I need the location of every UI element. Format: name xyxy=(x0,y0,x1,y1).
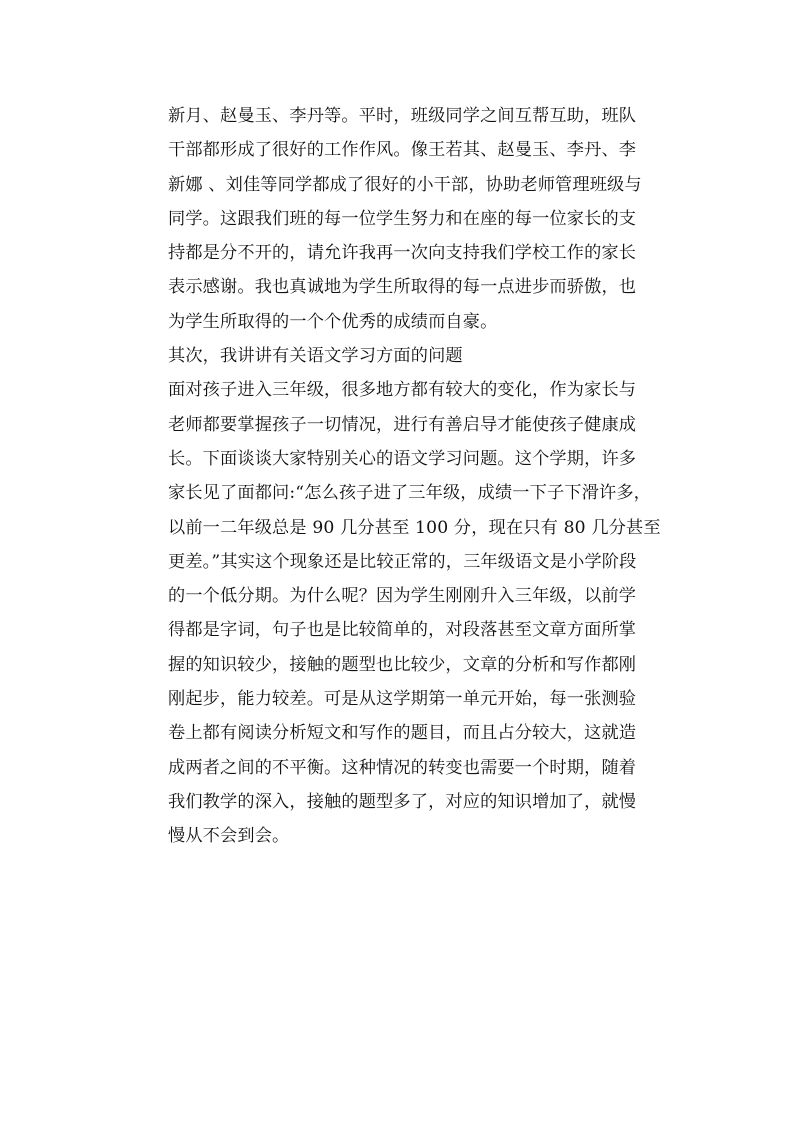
text-line: 的一个低分期。为什么呢？因为学生刚刚升入三年级，以前学 xyxy=(168,586,637,607)
document-page xyxy=(168,99,680,854)
text-line: 新月、赵曼玉、李丹等。平时，班级同学之间互帮互助，班队 xyxy=(168,106,637,126)
text-line: 长。下面谈谈大家特别关心的语文学习问题。这个学期，许多 xyxy=(168,448,637,469)
text-line: 刚起步，能力较差。可是从这学期第一单元开始，每一张测验 xyxy=(168,689,637,710)
section-heading: 其次，我讲讲有关语文学习方面的问题 xyxy=(168,346,463,367)
text-line: 慢从不会到会。 xyxy=(168,826,290,847)
text-line: 卷上都有阅读分析短文和写作的题目，而且占分较大，这就造 xyxy=(168,723,637,744)
text-line: 成两者之间的不平衡。这种情况的转变也需要一个时期，随着 xyxy=(168,757,637,778)
text-line: 更差。”其实这个现象还是比较正常的，三年级语文是小学阶段 xyxy=(168,551,637,572)
text-line: 面对孩子进入三年级，很多地方都有较大的变化，作为家长与 xyxy=(168,380,637,401)
text-line: 为学生所取得的一个个优秀的成绩而自豪。 xyxy=(168,311,498,332)
text-line: 得都是字词，句子也是比较简单的，对段落甚至文章方面所掌 xyxy=(168,620,637,641)
text-line: 我们教学的深入，接触的题型多了，对应的知识增加了，就慢 xyxy=(168,791,637,812)
text-line: 干部都形成了很好的工作作风。像王若其、赵曼玉、李丹、李 xyxy=(168,140,637,161)
text-line: 新娜 、刘佳等同学都成了很好的小干部，协助老师管理班级与 xyxy=(168,174,642,195)
text-line: 老师都要掌握孩子一切情况，进行有善启导才能使孩子健康成 xyxy=(168,414,637,435)
text-line: 握的知识较少，接触的题型也比较少，文章的分析和写作都刚 xyxy=(168,654,637,675)
text-line: 以前一二年级总是 90 几分甚至 100 分，现在只有 80 几分甚至 xyxy=(168,517,661,538)
text-line: 家长见了面都问:“怎么孩子进了三年级，成绩一下子下滑许多， xyxy=(168,483,651,504)
text-line: 持都是分不开的，请允许我再一次向支持我们学校工作的家长 xyxy=(168,243,637,264)
text-line: 表示感谢。我也真诚地为学生所取得的每一点进步而骄傲，也 xyxy=(168,277,637,298)
text-line: 同学。这跟我们班的每一位学生努力和在座的每一位家长的支 xyxy=(168,208,637,229)
